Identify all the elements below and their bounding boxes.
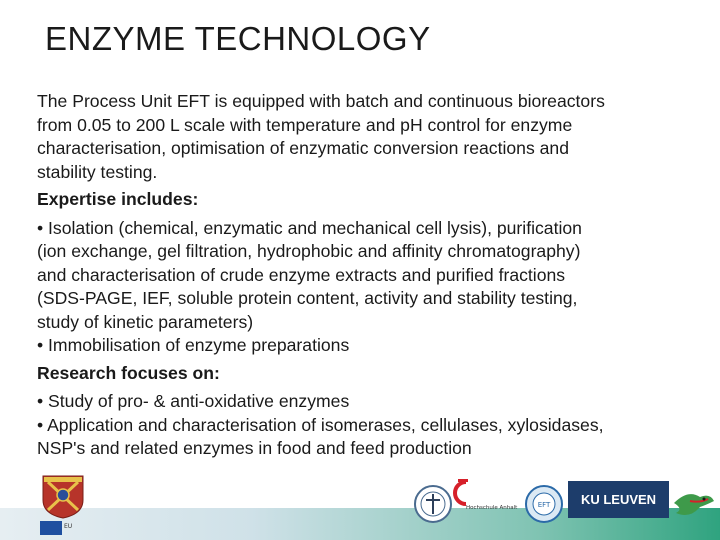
research-line: • Study of pro- & anti-oxidative enzymes: [37, 391, 350, 411]
research-heading: Research focuses on:: [37, 362, 220, 383]
expertise-line: (ion exchange, gel filtration, hydrophobic and affinity chromatography): [37, 241, 581, 261]
seal-logo: [413, 484, 453, 524]
intro-line: characterisation, optimisation of enzymatic conversion reactions and: [37, 138, 569, 158]
page-title: ENZYME TECHNOLOGY: [45, 20, 431, 57]
expertise-heading: Expertise includes:: [37, 189, 199, 209]
intro-line: from 0.05 to 200 L scale with temperature and pH control for enzyme: [37, 114, 573, 135]
intro-line: stability testing.: [37, 161, 158, 182]
ku-leuven-logo: KU LEUVEN: [568, 481, 669, 518]
hochschule-anhalt-logo: [450, 478, 520, 518]
intro-paragraph: [37, 90, 697, 184]
research-list: [37, 390, 697, 461]
eu-flag-logo: [40, 521, 62, 535]
svg-text:EFT: EFT: [537, 501, 551, 509]
expertise-line: and characterisation of crude enzyme extracts and purified fractions: [37, 264, 566, 285]
research-line: • Application and characterisation of isomerases, cellulases, xylosidases,: [37, 414, 604, 435]
hochschule-anhalt-label: Hochschule Anhalt: [466, 505, 518, 511]
eft-seal-logo: [524, 484, 564, 524]
expertise-line: • Isolation (chemical, enzymatic and mechanical cell lysis), purification: [37, 217, 582, 238]
research-line: NSP's and related enzymes in food and feed production: [37, 438, 472, 458]
intro-line: The Process Unit EFT is equipped with batch and continuous bioreactors: [37, 91, 605, 111]
eu-label: EU: [64, 523, 73, 530]
expertise-line: • Immobilisation of enzyme preparations: [37, 335, 350, 355]
expertise-line: study of kinetic parameters): [37, 311, 254, 332]
university-crest-logo: [38, 474, 88, 519]
bird-logo: [670, 485, 716, 521]
expertise-list: [37, 217, 697, 358]
content-body: [37, 90, 697, 465]
expertise-line: (SDS-PAGE, IEF, soluble protein content, activity and stability testing,: [37, 288, 578, 308]
